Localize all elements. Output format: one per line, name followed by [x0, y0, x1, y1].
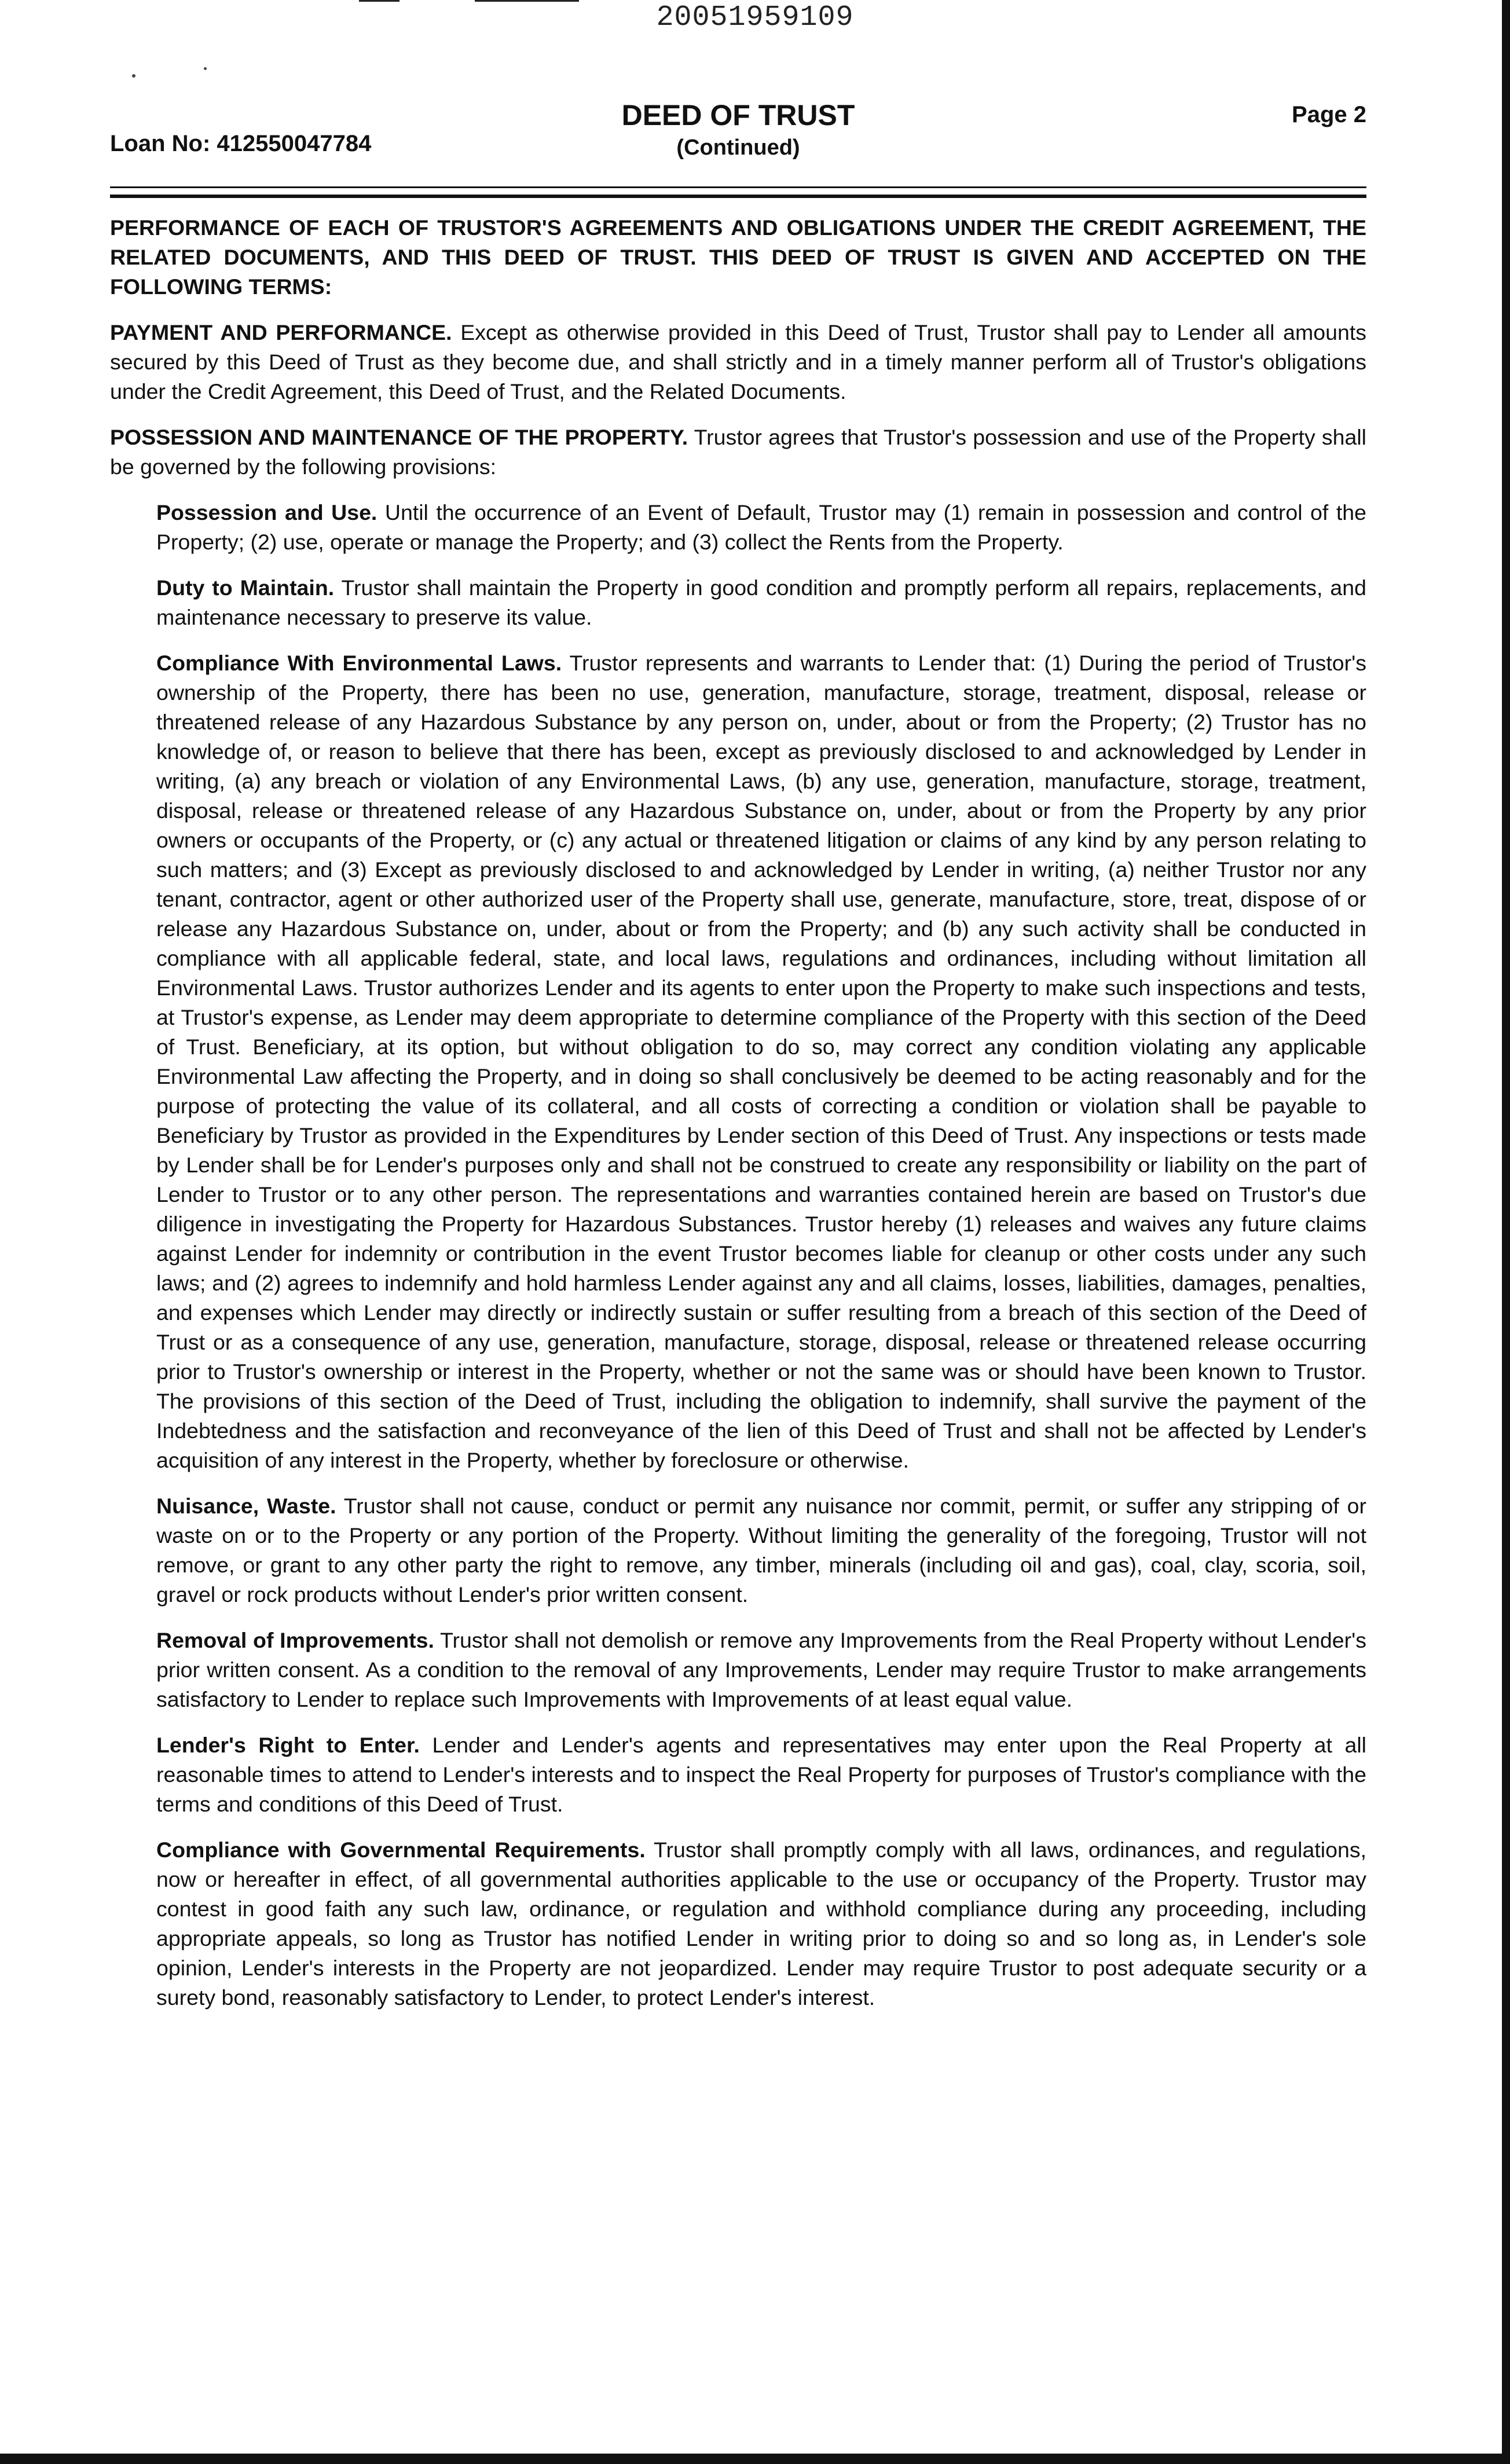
header-divider — [110, 186, 1366, 188]
loan-number: Loan No: 412550047784 — [110, 131, 372, 156]
scan-speck — [204, 67, 207, 70]
subsection-environmental-laws — [156, 648, 1366, 1475]
subsection-heading: Possession and Use. — [156, 500, 378, 525]
subsection-heading: Duty to Maintain. — [156, 575, 335, 600]
subsection-removal-of-improvements — [156, 1626, 1366, 1714]
subsection-text: Trustor shall not cause, conduct or permit any nuisance nor commit, permit, or suffer any stripping of or waste on or to the Property or any portion of the Property. Without limiting the generality of the foregoing, Trustor will not remove, or grant to any other party the right to remove, any timber, minerals (including oil and gas), coal, clay, scoria, soil, gravel or rock products without Lender's prior written consent. — [156, 1494, 1366, 1607]
subsection-heading: Nuisance, Waste. — [156, 1494, 336, 1518]
subsection-governmental-requirements — [156, 1835, 1366, 2012]
section-text: Except as otherwise provided in this Deed of Trust, Trustor shall pay to Lender all amounts secured by this Deed of Trust as they become due, and shall strictly and in a timely manner perform all of Trustor's obligations under the Credit Agreement, this Deed of Trust, and the Related Documents. — [110, 320, 1366, 404]
section-heading: POSSESSION AND MAINTENANCE OF THE PROPERTY. — [110, 425, 688, 449]
document-title: DEED OF TRUST — [621, 99, 855, 131]
subsection-heading: Compliance with Governmental Requirements. — [156, 1838, 646, 1862]
scan-speck — [132, 74, 135, 78]
document-body — [110, 213, 1366, 2029]
subsection-heading: Removal of Improvements. — [156, 1628, 434, 1652]
subsection-text: Trustor shall maintain the Property in good condition and promptly perform all repairs, replacements, and maintenance necessary to preserve its value. — [156, 575, 1366, 629]
subsection-nuisance-waste — [156, 1491, 1366, 1609]
section-heading: PAYMENT AND PERFORMANCE. — [110, 320, 452, 344]
intro-paragraph: PERFORMANCE OF EACH OF TRUSTOR'S AGREEMENTS AND OBLIGATIONS UNDER THE CREDIT AGREEMENT, THE RELATED DOCUMENTS, AND THIS DEED OF TRUST. THIS DEED OF TRUST IS GIVEN AND ACCEPTED ON THE FOLLOWING TERMS: — [110, 215, 1366, 299]
page-header — [110, 98, 1366, 179]
document-subtitle: (Continued) — [676, 135, 800, 160]
subsection-heading: Lender's Right to Enter. — [156, 1733, 420, 1757]
subsection-possession-and-use — [156, 498, 1366, 557]
page-edge-shadow — [1502, 0, 1510, 2464]
page-edge-shadow — [0, 2454, 1510, 2464]
header-divider — [110, 195, 1366, 198]
subsection-text: Trustor shall promptly comply with all laws, ordinances, and regulations, now or hereafter in effect, of all governmental authorities applicable to the use or occupancy of the Property. Trustor may contest in good faith any such law, ordinance, or regulation and withhold compliance during any proceeding, including appropriate appeals, so long as Trustor has notified Lender in writing prior to doing so and so long as, in Lender's sole opinion, Lender's interests in the Property are not jeopardized. Lender may require Trustor to post adequate security or a surety bond, reasonably satisfactory to Lender, to protect Lender's interest. — [156, 1838, 1366, 2010]
subsection-text: Until the occurrence of an Event of Default, Trustor may (1) remain in possession and control of the Property; (2) use, operate or manage the Property; and (3) collect the Rents from the Property. — [156, 500, 1366, 554]
subsection-duty-to-maintain — [156, 573, 1366, 632]
section-payment-and-performance — [110, 318, 1366, 406]
subsection-text: Lender and Lender's agents and representatives may enter upon the Real Property at all reasonable times to attend to Lender's interests and to inspect the Real Property for purposes of Trustor's compliance with the terms and conditions of this Deed of Trust. — [156, 1733, 1366, 1816]
subsection-text: Trustor represents and warrants to Lender that: (1) During the period of Trustor's ownership of the Property, there has been no use, generation, manufacture, storage, treatment, disposal, release or threatened release of any Hazardous Substance by any person on, under, about or from the Property; (2) Trustor has no knowledge of, or reason to believe that there has been, except as previously disclosed to and acknowledged by Lender in writing, (a) any breach or violation of any Environmental Laws, (b) any use, generation, manufacture, storage, treatment, disposal, release or threatened release of any Hazardous Substance on, under, about or from the Property by any prior owners or occupants of the Property, or (c) any actual or threatened litigation or claims of any kind by any person relating to such matters; and (3) Except as previously disclosed to and acknowledged by Lender in writing, (a) neither Trustor nor any tenant, contractor, agent or other authorized user of the Property shall use, generate, manufacture, store, treat, dispose of or release any Hazardous Substance on, under, about or from the Property; and (b) any such activity shall be conducted in compliance with all applicable federal, state, and local laws, regulations and ordinances, including without limitation all Environmental Laws. Trustor authorizes Lender and its agents to enter upon the Property to make such inspections and tests, at Trustor's expense, as Lender may deem appropriate to determine compliance of the Property with this section of the Deed of Trust. Beneficiary, at its option, but without obligation to do so, may correct any condition violating any applicable Environmental Law affecting the Property, and in doing so shall conclusively be deemed to be acting reasonably and for the purpose of protecting the value of its collateral, and all costs of correcting a condition or violation shall be payable to Beneficiary by Trustor as provided in the Expenditures by Lender section of this Deed of Trust. Any inspections or tests made by Lender shall be for Lender's purposes only and shall not be construed to create any responsibility or liability on the part of Lender to Trustor or to any other person. The representations and warranties contained herein are based on Trustor's due diligence in investigating the Property for Hazardous Substances. Trustor hereby (1) releases and waives any future claims against Lender for indemnity or contribution in the event Trustor becomes liable for cleanup or other costs under any such laws; and (2) agrees to indemnify and hold harmless Lender against any and all claims, losses, liabilities, damages, penalties, and expenses which Lender may directly or indirectly sustain or suffer resulting from a breach of this section of the Deed of Trust or as a consequence of any use, generation, manufacture, storage, disposal, release or threatened release occurring prior to Trustor's ownership or interest in the Property, whether or not the same was or should have been known to Trustor. The provisions of this section of the Deed of Trust, including the obligation to indemnify, shall survive the payment of the Indebtedness and the satisfaction and reconveyance of the lien of this Deed of Trust and shall not be affected by Lender's acquisition of any interest in the Property, whether by foreclosure or otherwise. — [156, 651, 1366, 1472]
recording-number: 20051959109 — [656, 1, 854, 34]
subsection-lenders-right-to-enter — [156, 1730, 1366, 1819]
subsection-heading: Compliance With Environmental Laws. — [156, 651, 562, 675]
section-text: Trustor agrees that Trustor's possession and use of the Property shall be governed by the following provisions: — [110, 425, 1366, 479]
section-possession-and-maintenance — [110, 423, 1366, 482]
page-number: Page 2 — [1292, 102, 1366, 127]
subsection-text: Trustor shall not demolish or remove any Improvements from the Real Property without Lender's prior written consent. As a condition to the removal of any Improvements, Lender may require Trustor to make arrangements satisfactory to Lender to replace such Improvements with Improvements of at least equal value. — [156, 1628, 1367, 1711]
